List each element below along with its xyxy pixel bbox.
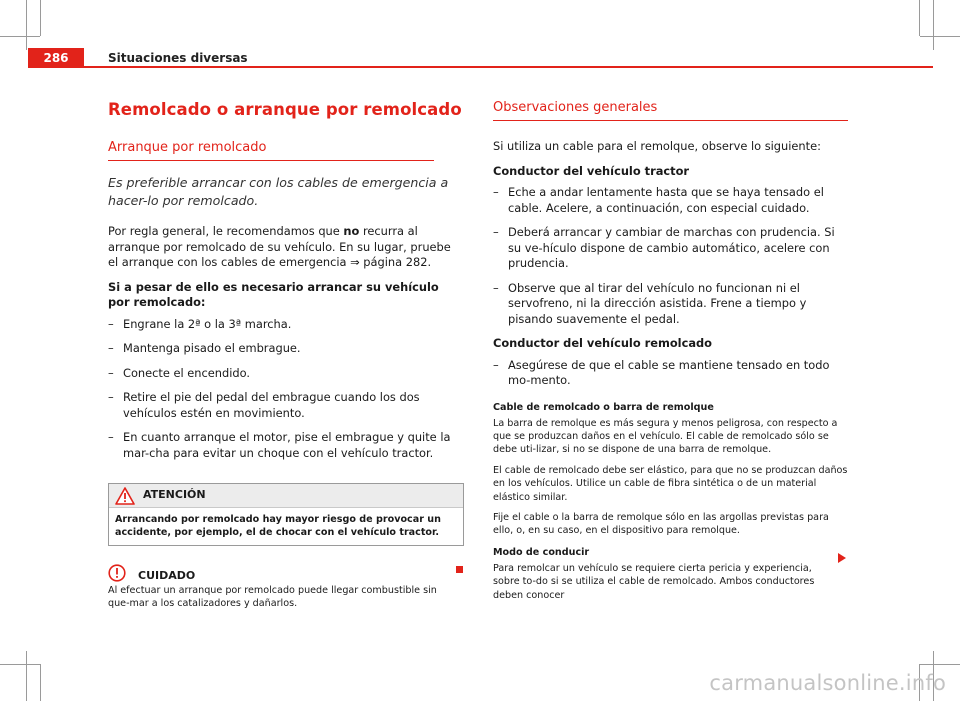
page-number: 286 <box>28 48 84 68</box>
crop-mark <box>40 0 41 36</box>
list-item: – Conecte el encendido. <box>108 366 464 382</box>
paragraph: Si utiliza un cable para el remolque, observe lo siguiente: <box>493 139 821 153</box>
end-of-section-icon <box>456 566 463 573</box>
list-item: – Observe que al tirar del vehículo no funcionan ni el servofreno, ni la dirección asistida. Frene a tiempo y pisando suavemente el pedal. <box>493 281 848 328</box>
group-heading: Conductor del vehículo tractor <box>493 163 690 178</box>
warning-triangle-icon <box>115 487 135 505</box>
small-paragraph: El cable de remolcado debe ser elástico, para que no se produzcan daños en los vehículos. Utilice un cable de fibra sintética o de un material elástico similar. <box>493 464 848 503</box>
crop-mark <box>919 0 920 36</box>
crop-mark <box>0 664 40 665</box>
steps-list <box>108 317 464 462</box>
crop-mark <box>26 651 27 701</box>
left-column <box>108 100 464 611</box>
warning-text: Arrancando por remolcado hay mayor riesgo de provocar un accidente, por ejemplo, el de chocar con el vehículo tractor. <box>115 514 441 538</box>
list-item: – Asegúrese de que el cable se mantiene tensado en todo mo-mento. <box>493 358 848 389</box>
list-item: – Eche a andar lentamente hasta que se haya tensado el cable. Acelere, a continuación, con especial cuidado. <box>493 185 848 216</box>
paragraph-part: Por regla general, le recomendamos que <box>108 224 344 238</box>
caution-text: Al efectuar un arranque por remolcado puede llegar combustible sin que-mar a los catalizadores y dañarlos. <box>108 585 437 610</box>
section-title: Remolcado o arranque por remolcado <box>108 100 462 119</box>
paragraph <box>108 224 464 271</box>
list-item: – Engrane la 2ª o la 3ª marcha. <box>108 317 464 333</box>
list-item: – Mantenga pisado el embrague. <box>108 341 464 357</box>
small-heading: Cable de remolcado o barra de remolque <box>493 401 714 413</box>
header-rule <box>84 66 933 68</box>
watermark: carmanualsonline.info <box>709 671 946 695</box>
small-paragraph: La barra de remolque es más segura y menos peligrosa, con respecto a que se produzcan daños en el vehículo. El cable de remolcado sólo se debe uti-lizar, si no se dispone de una barra de remolque. <box>493 417 838 456</box>
caution-circle-icon <box>108 564 126 582</box>
paragraph-part: recurra al arranque por remolcado de su vehículo. En su lugar, pruebe el arranque con los cables de emergencia ⇒ página 282. <box>108 224 451 269</box>
group-heading: Conductor del vehículo remolcado <box>493 336 712 350</box>
crop-mark <box>26 0 27 50</box>
warning-title: ATENCIÓN <box>143 488 206 501</box>
subsection-title: Observaciones generales <box>493 100 848 121</box>
next-page-arrow-icon <box>838 553 846 563</box>
list-item: – Retire el pie del pedal del embrague cuando los dos vehículos estén en movimiento. <box>108 390 464 421</box>
page-header <box>28 48 933 68</box>
small-paragraph: Fije el cable o la barra de remolque sólo en las argollas previstas para ello, o, en su caso, en el dispositivo para remolque. <box>493 511 829 537</box>
list-item: – Deberá arrancar y cambiar de marchas con prudencia. Si su ve-hículo dispone de cambio automático, acelere con prudencia. <box>493 225 848 272</box>
crop-mark <box>920 36 960 37</box>
intro-text: Es preferible arrancar con los cables de emergencia a hacer-lo por remolcado. <box>108 175 449 208</box>
running-title: Situaciones diversas <box>108 51 248 65</box>
small-paragraph: Para remolcar un vehículo se requiere cierta pericia y experiencia, sobre to-do si se utiliza el cable de remolcado. Ambos conductores deben conocer <box>493 562 815 601</box>
emphasis: no <box>343 224 360 238</box>
subsection-title: Arranque por remolcado <box>108 140 434 161</box>
crop-mark <box>0 36 40 37</box>
crop-mark <box>40 664 41 701</box>
crop-mark <box>933 0 934 50</box>
right-column <box>493 100 848 602</box>
caution-note <box>108 564 464 611</box>
warning-header <box>109 484 463 508</box>
list-item: – En cuanto arranque el motor, pise el embrague y quite la mar-cha para evitar un choque con el vehículo tractor. <box>108 430 464 461</box>
caution-title: CUIDADO <box>138 569 196 582</box>
towed-steps <box>493 358 848 389</box>
small-heading: Modo de conducir <box>493 546 590 558</box>
steps-lead: Si a pesar de ello es necesario arrancar su vehículo por remolcado: <box>108 279 439 309</box>
crop-mark <box>920 664 960 665</box>
warning-box <box>108 483 464 546</box>
tractor-steps <box>493 185 848 327</box>
